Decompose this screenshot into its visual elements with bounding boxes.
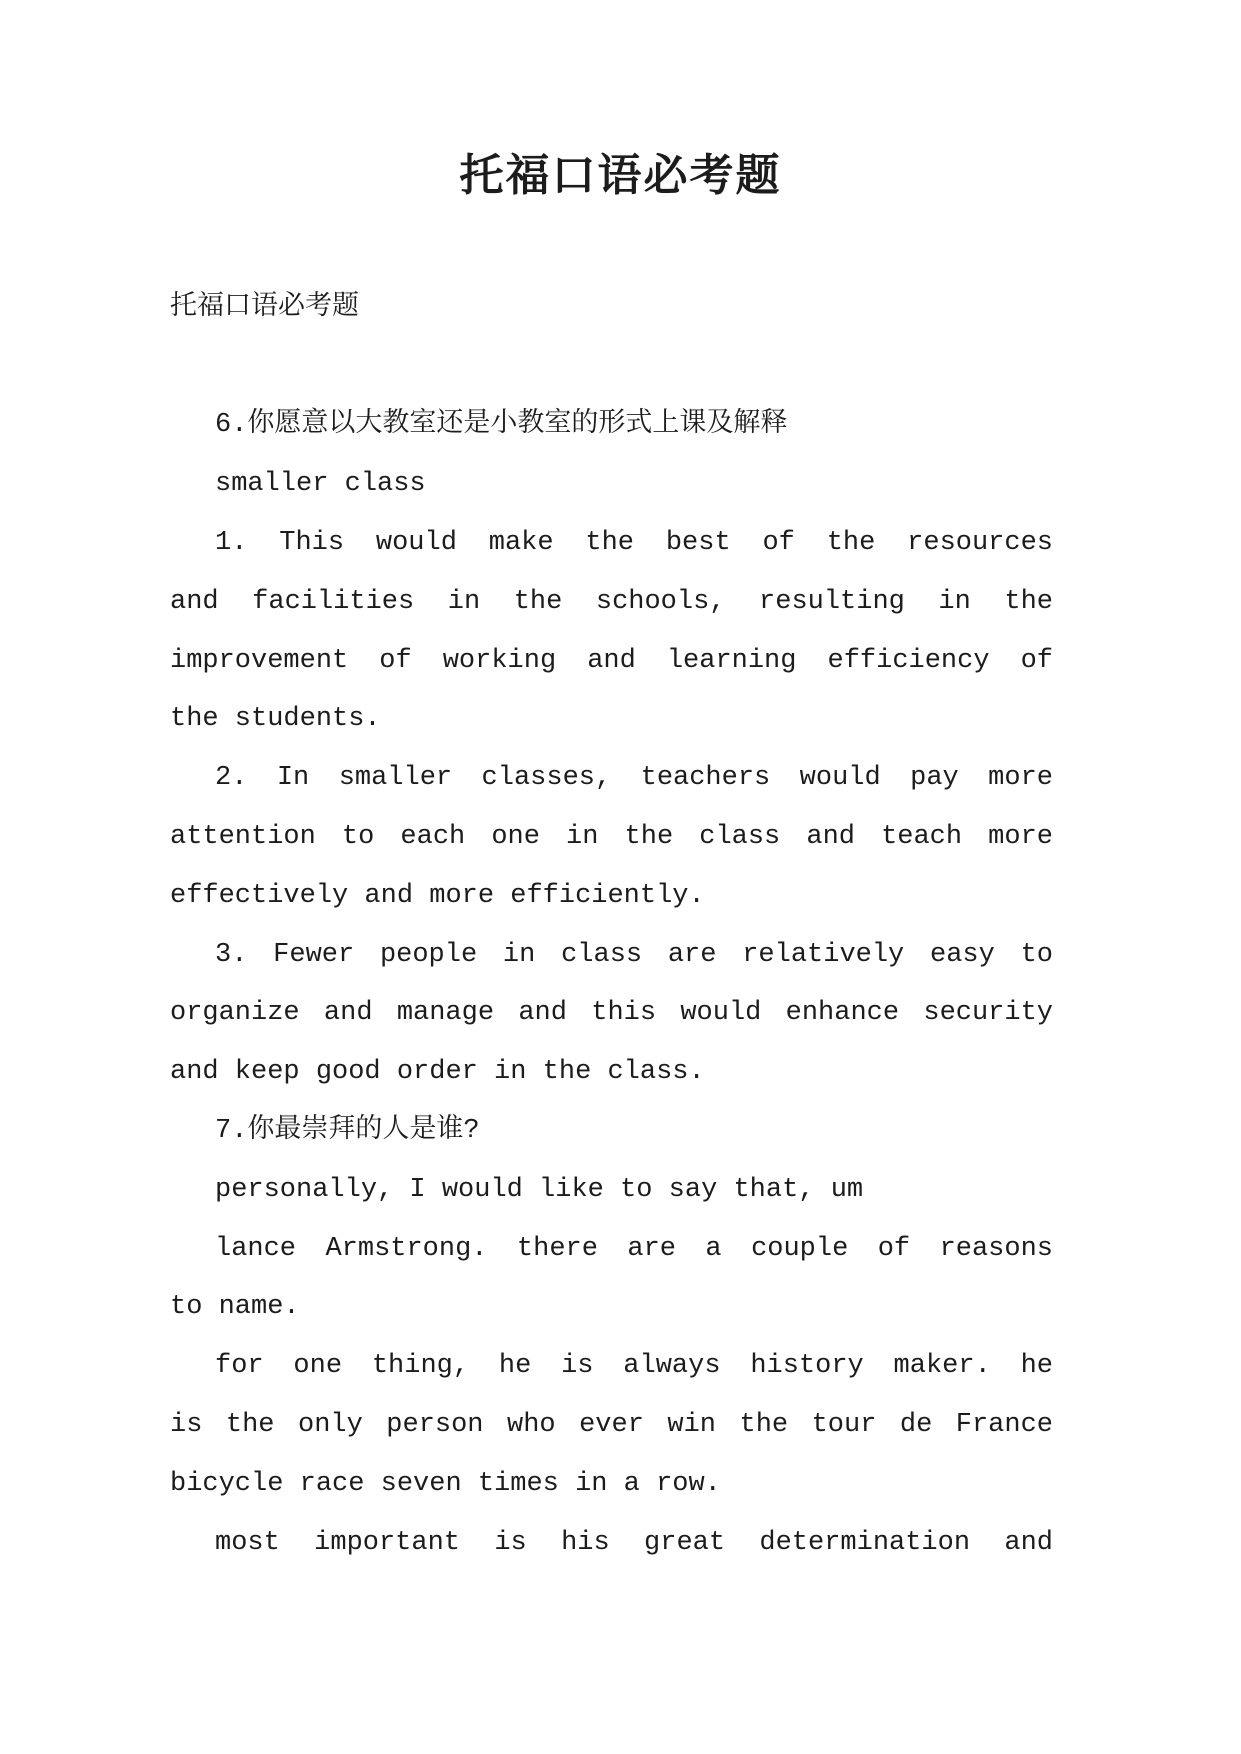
document-subtitle: 托福口语必考题 [170, 292, 359, 323]
blank-line [170, 338, 1053, 397]
question-6-heading: 6.你愿意以大教室还是小教室的形式上课及解释 [215, 410, 788, 441]
page-title: 托福口语必考题 [459, 150, 782, 201]
text-line: 3. Fewer people in class are relatively easy to [215, 939, 1053, 970]
text-line: to name. [170, 1292, 300, 1323]
text-line: 2. In smaller classes, teachers would pay more [215, 763, 1053, 794]
text-line: lance Armstrong. there are a couple of reasons [215, 1233, 1053, 1264]
text-line: the students. [170, 704, 381, 735]
text-line: improvement of working and learning efficiency of [170, 645, 1053, 676]
text-line: bicycle race seven times in a row. [170, 1468, 721, 1499]
text-line: for one thing, he is always history maker. he [215, 1351, 1053, 1382]
text-line: effectively and more efficiently. [170, 880, 705, 911]
text-line: and keep good order in the class. [170, 1057, 705, 1088]
text-line: and facilities in the schools, resulting in the [170, 586, 1053, 617]
question-7-heading: 7.你最崇拜的人是谁? [215, 1115, 480, 1146]
document-body [170, 279, 1053, 1573]
text-line: smaller class [215, 469, 426, 500]
text-line: attention to each one in the class and teach more [170, 821, 1053, 852]
text-line: most important is his great determination and [215, 1527, 1053, 1558]
text-line: organize and manage and this would enhance security [170, 998, 1053, 1029]
text-line: is the only person who ever win the tour de France [170, 1409, 1053, 1440]
text-line: 1. This would make the best of the resources [215, 527, 1053, 558]
text-line: personally, I would like to say that, um [215, 1174, 864, 1205]
